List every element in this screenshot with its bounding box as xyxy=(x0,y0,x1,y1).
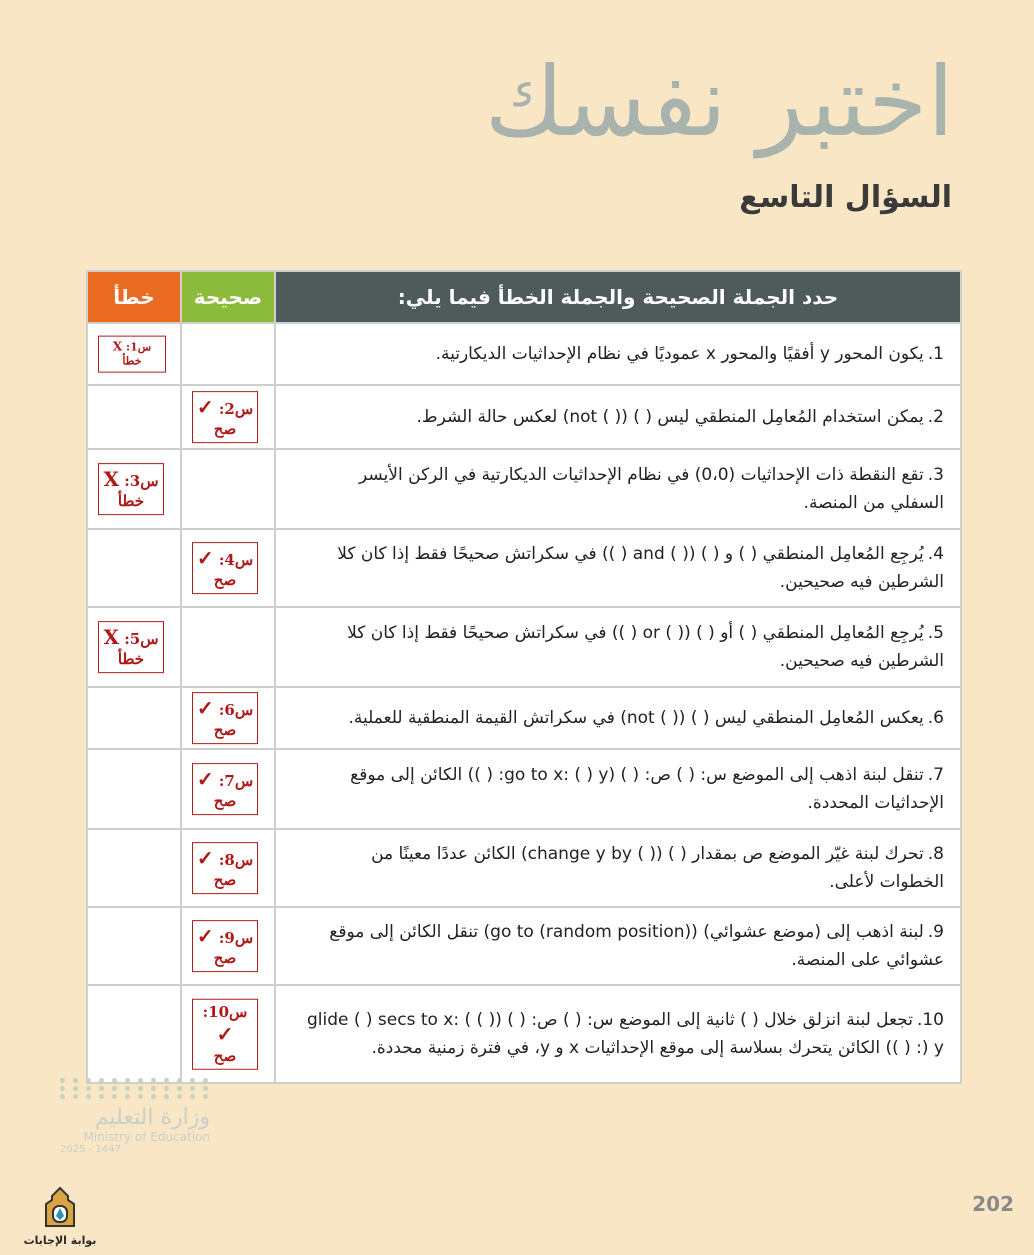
true-cell[interactable] xyxy=(181,985,275,1083)
ministry-name-ar: وزارة التعليم xyxy=(94,1105,210,1130)
answer-label: س7: xyxy=(218,772,254,791)
answer-stamp xyxy=(192,999,258,1070)
false-cell[interactable] xyxy=(87,749,181,829)
statement-cell xyxy=(275,749,961,829)
portal-text: بوابة الإجابات xyxy=(23,1234,97,1247)
true-cell[interactable] xyxy=(181,749,275,829)
ministry-name-en: Ministry of Education xyxy=(83,1130,210,1144)
statement-cell xyxy=(275,829,961,907)
statement-text: يمكن استخدام المُعامِل المنطقي ليس ( ) (( ) not) لعكس حالة الشرط. xyxy=(416,406,924,427)
section-title: السؤال التاسع xyxy=(739,180,952,215)
table-row xyxy=(87,323,961,385)
ministry-year: 2025 - 1447 xyxy=(60,1144,121,1155)
cross-icon: X xyxy=(103,467,119,492)
cross-icon: X xyxy=(112,339,123,354)
answer-stamp xyxy=(98,463,164,515)
statement-number: 4. xyxy=(927,544,944,564)
statement-number: 1. xyxy=(927,343,944,364)
page-big-title: اختبر نفسك xyxy=(484,46,954,158)
true-cell[interactable] xyxy=(181,607,275,687)
false-cell[interactable] xyxy=(87,385,181,449)
answer-stamp xyxy=(192,542,258,594)
false-cell[interactable] xyxy=(87,829,181,907)
answer-word: صح xyxy=(213,949,237,968)
statement-text: يُرجِع المُعامِل المنطقي ( ) و ( ) (( ) and ( )) في سكراتش صحيحًا فقط إذا كان كلا الشرطين فيه صحيحين. xyxy=(337,544,944,593)
statement-text: تحرك لبنة غيّر الموضع ص بمقدار ( ) (( ) change y by) الكائن عددًا معينًا من الخطوات لأعلى. xyxy=(371,844,944,893)
true-cell[interactable] xyxy=(181,449,275,529)
answer-word: صح xyxy=(213,571,237,590)
statement-cell xyxy=(275,907,961,985)
false-cell[interactable] xyxy=(87,687,181,749)
header-statement: حدد الجملة الصحيحة والجملة الخطأ فيما يلي: xyxy=(275,271,961,323)
statement-text: يُرجِع المُعامِل المنطقي ( ) أو ( ) (( ) or ( )) في سكراتش صحيحًا فقط إذا كان كلا الشرطين فيه صحيحين. xyxy=(347,623,944,672)
statement-text: تقع النقطة ذات الإحداثيات (0،0) في نظام الإحداثيات الديكارتية في الركن الأيسر السفلي من المنصة. xyxy=(359,464,944,513)
checkmark-icon: ✓ xyxy=(196,846,214,871)
table-row xyxy=(87,449,961,529)
statement-number: 7. xyxy=(927,765,944,786)
answer-label: س8: xyxy=(218,851,254,870)
ministry-dots-icon xyxy=(60,1078,210,1099)
answer-word: خطأ xyxy=(122,354,142,368)
portal-lantern-icon xyxy=(40,1186,80,1230)
answers-portal-logo xyxy=(20,1186,100,1247)
table-row xyxy=(87,985,961,1083)
answer-stamp xyxy=(98,621,164,673)
statement-number: 8. xyxy=(927,844,944,865)
answer-word: خطأ xyxy=(117,492,145,511)
false-cell[interactable] xyxy=(87,449,181,529)
statement-number: 9. xyxy=(927,922,944,943)
answer-label: س9: xyxy=(218,929,254,948)
statement-cell xyxy=(275,385,961,449)
statement-text: لبنة اذهب إلى (موضع عشوائي) (go to (random position)) تنقل الكائن إلى موقع عشوائي على المنصة. xyxy=(329,922,944,971)
answer-label: س1: xyxy=(126,340,152,354)
answer-word: خطأ xyxy=(117,650,145,669)
checkmark-icon: ✓ xyxy=(196,924,214,949)
checkmark-icon: ✓ xyxy=(216,1021,234,1046)
checkmark-icon: ✓ xyxy=(196,767,214,792)
statement-number: 2. xyxy=(927,406,944,427)
answer-label: س10: xyxy=(202,1003,248,1022)
answer-stamp xyxy=(192,692,258,744)
true-cell[interactable] xyxy=(181,687,275,749)
statement-cell xyxy=(275,529,961,607)
statement-text: تجعل لبنة انزلق خلال ( ) ثانية إلى الموضع س: ( ) ص: ( ) (( ) glide ( ) secs to x: ( ) y: ( )) الكائن يتحرك بسلاسة إلى موقع الإحداثيات x و y، في فترة زمنية محددة. xyxy=(306,1010,944,1059)
false-cell[interactable] xyxy=(87,907,181,985)
ministry-logo xyxy=(60,1078,210,1188)
statement-cell xyxy=(275,687,961,749)
statement-cell xyxy=(275,985,961,1083)
true-cell[interactable] xyxy=(181,385,275,449)
checkmark-icon: ✓ xyxy=(196,696,214,721)
true-cell[interactable] xyxy=(181,907,275,985)
statement-number: 3. xyxy=(927,464,944,485)
answer-word: صح xyxy=(213,420,237,439)
statement-text: يعكس المُعامِل المنطقي ليس ( ) (( ) not) في سكراتش القيمة المنطقية للعملية. xyxy=(348,708,924,729)
header-true: صحيحة xyxy=(181,271,275,323)
false-cell[interactable] xyxy=(87,607,181,687)
statement-cell xyxy=(275,449,961,529)
page-number: 202 xyxy=(972,1192,1014,1216)
answer-word: صح xyxy=(213,1046,237,1065)
answer-stamp xyxy=(192,763,258,815)
cross-icon: X xyxy=(103,625,119,650)
checkmark-icon: ✓ xyxy=(196,395,214,420)
answer-word: صح xyxy=(213,721,237,740)
table-row xyxy=(87,749,961,829)
table-row xyxy=(87,385,961,449)
false-cell[interactable] xyxy=(87,529,181,607)
table-row xyxy=(87,907,961,985)
statement-cell xyxy=(275,323,961,385)
table-header-row xyxy=(87,271,961,323)
true-cell[interactable] xyxy=(181,529,275,607)
answer-label: س4: xyxy=(218,551,254,570)
answer-label: س6: xyxy=(218,701,254,720)
answer-stamp xyxy=(192,391,258,443)
answer-label: س3: xyxy=(124,472,159,491)
answer-word: صح xyxy=(213,871,237,890)
true-cell[interactable] xyxy=(181,829,275,907)
table-row xyxy=(87,687,961,749)
header-false: خطأ xyxy=(87,271,181,323)
statement-cell xyxy=(275,607,961,687)
table-row xyxy=(87,829,961,907)
statement-text: تنقل لبنة اذهب إلى الموضع س: ( ) ص: ( ) (go to x: ( ) y: ( )) الكائن إلى موقع الإحداثيات المحددة. xyxy=(350,765,944,814)
answer-label: س5: xyxy=(124,630,159,649)
table-row xyxy=(87,529,961,607)
true-cell[interactable] xyxy=(181,323,275,385)
statement-number: 10. xyxy=(916,1010,944,1031)
true-false-table xyxy=(86,270,962,1084)
statement-number: 6. xyxy=(927,708,944,729)
answer-label: س2: xyxy=(218,400,254,419)
checkmark-icon: ✓ xyxy=(196,546,214,571)
answer-stamp xyxy=(192,920,258,972)
answer-stamp xyxy=(98,336,166,373)
statement-number: 5. xyxy=(927,623,944,644)
answer-stamp xyxy=(192,842,258,894)
false-cell[interactable] xyxy=(87,985,181,1083)
table-row xyxy=(87,607,961,687)
statement-text: يكون المحور y أفقيًا والمحور x عموديًا في نظام الإحداثيات الديكارتية. xyxy=(435,343,924,364)
false-cell[interactable] xyxy=(87,323,181,385)
answer-word: صح xyxy=(213,792,237,811)
